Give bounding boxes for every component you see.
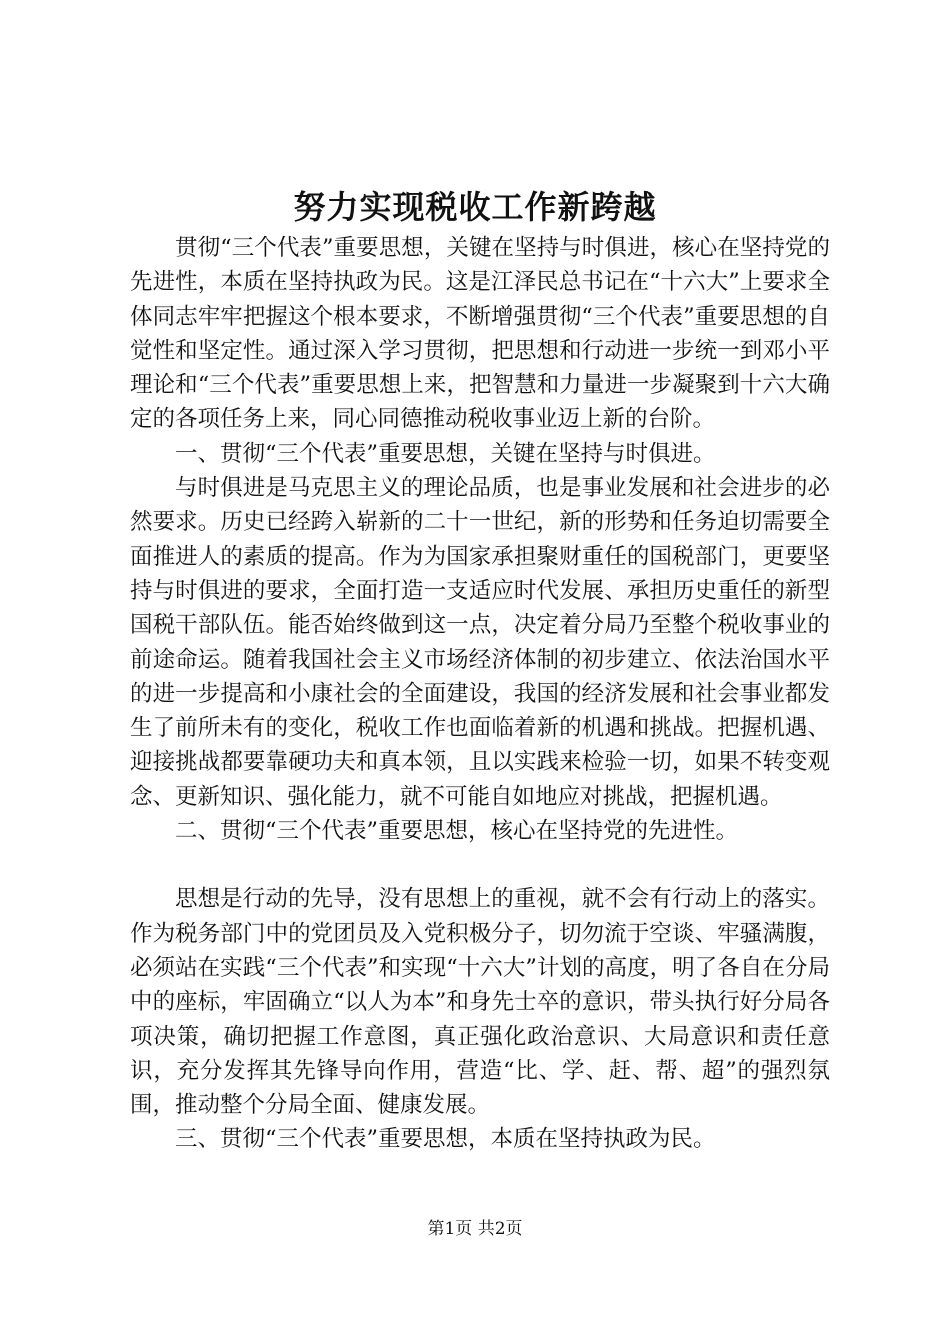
page-number-footer: 第1页 共2页 bbox=[427, 1219, 523, 1239]
section-2-paragraph: 思想是行动的先导，没有思想上的重视，就不会有行动上的落实。作为税务部门中的党团员及入党积极分子，切勿流于空谈、牢骚满腹，必须站在实践“三个代表”和实现“十六大”计划的高度，明了各自在分局中的座标，牢固确立“以人为本”和身先士卒的意识，带头执行好分局各项决策，确切把握工作意图，真正强化政治意识、大局意识和责任意识，充分发挥其先锋导向作用，营造“比、学、赶、帮、超”的强烈氛围，推动整个分局全面、健康发展。 bbox=[130, 886, 830, 1119]
section-heading-1: 一、贯彻“三个代表”重要思想，关键在坚持与时俱进。 bbox=[175, 440, 716, 467]
section-heading-2: 二、贯彻“三个代表”重要思想，核心在坚持党的先进性。 bbox=[175, 818, 739, 845]
document-title: 努力实现税收工作新跨越 bbox=[293, 188, 657, 226]
intro-paragraph: 贯彻“三个代表”重要思想，关键在坚持与时俱进，核心在坚持党的先进性，本质在坚持执政为民。这是江泽民总书记在“十六大”上要求全体同志牢牢把握这个根本要求，不断增强贯彻“三个代表”重要思想的自觉性和坚定性。通过深入学习贯彻，把思想和行动进一步统一到邓小平理论和“三个代表”重要思想上来，把智慧和力量进一步凝聚到十六大确定的各项任务上来，同心同德推动税收事业迈上新的台阶。 bbox=[130, 235, 830, 433]
document-body bbox=[130, 231, 830, 1157]
section-heading-3: 三、贯彻“三个代表”重要思想，本质在坚持执政为民。 bbox=[175, 1126, 716, 1153]
section-1-paragraph: 与时俱进是马克思主义的理论品质，也是事业发展和社会进步的必然要求。历史已经跨入崭新的二十一世纪，新的形势和任务迫切需要全面推进人的素质的提高。作为为国家承担聚财重任的国税部门，更要坚持与时俱进的要求，全面打造一支适应时代发展、承担历史重任的新型国税干部队伍。能否始终做到这一点，决定着分局乃至整个税收事业的前途命运。随着我国社会主义市场经济体制的初步建立、依法治国水平的进一步提高和小康社会的全面建设，我国的经济发展和社会事业都发生了前所未有的变化，税收工作也面临着新的机遇和挑战。把握机遇、迎接挑战都要靠硬功夫和真本领，且以实践来检验一切，如果不转变观念、更新知识、强化能力，就不可能自如地应对挑战，把握机遇。 bbox=[130, 475, 830, 810]
